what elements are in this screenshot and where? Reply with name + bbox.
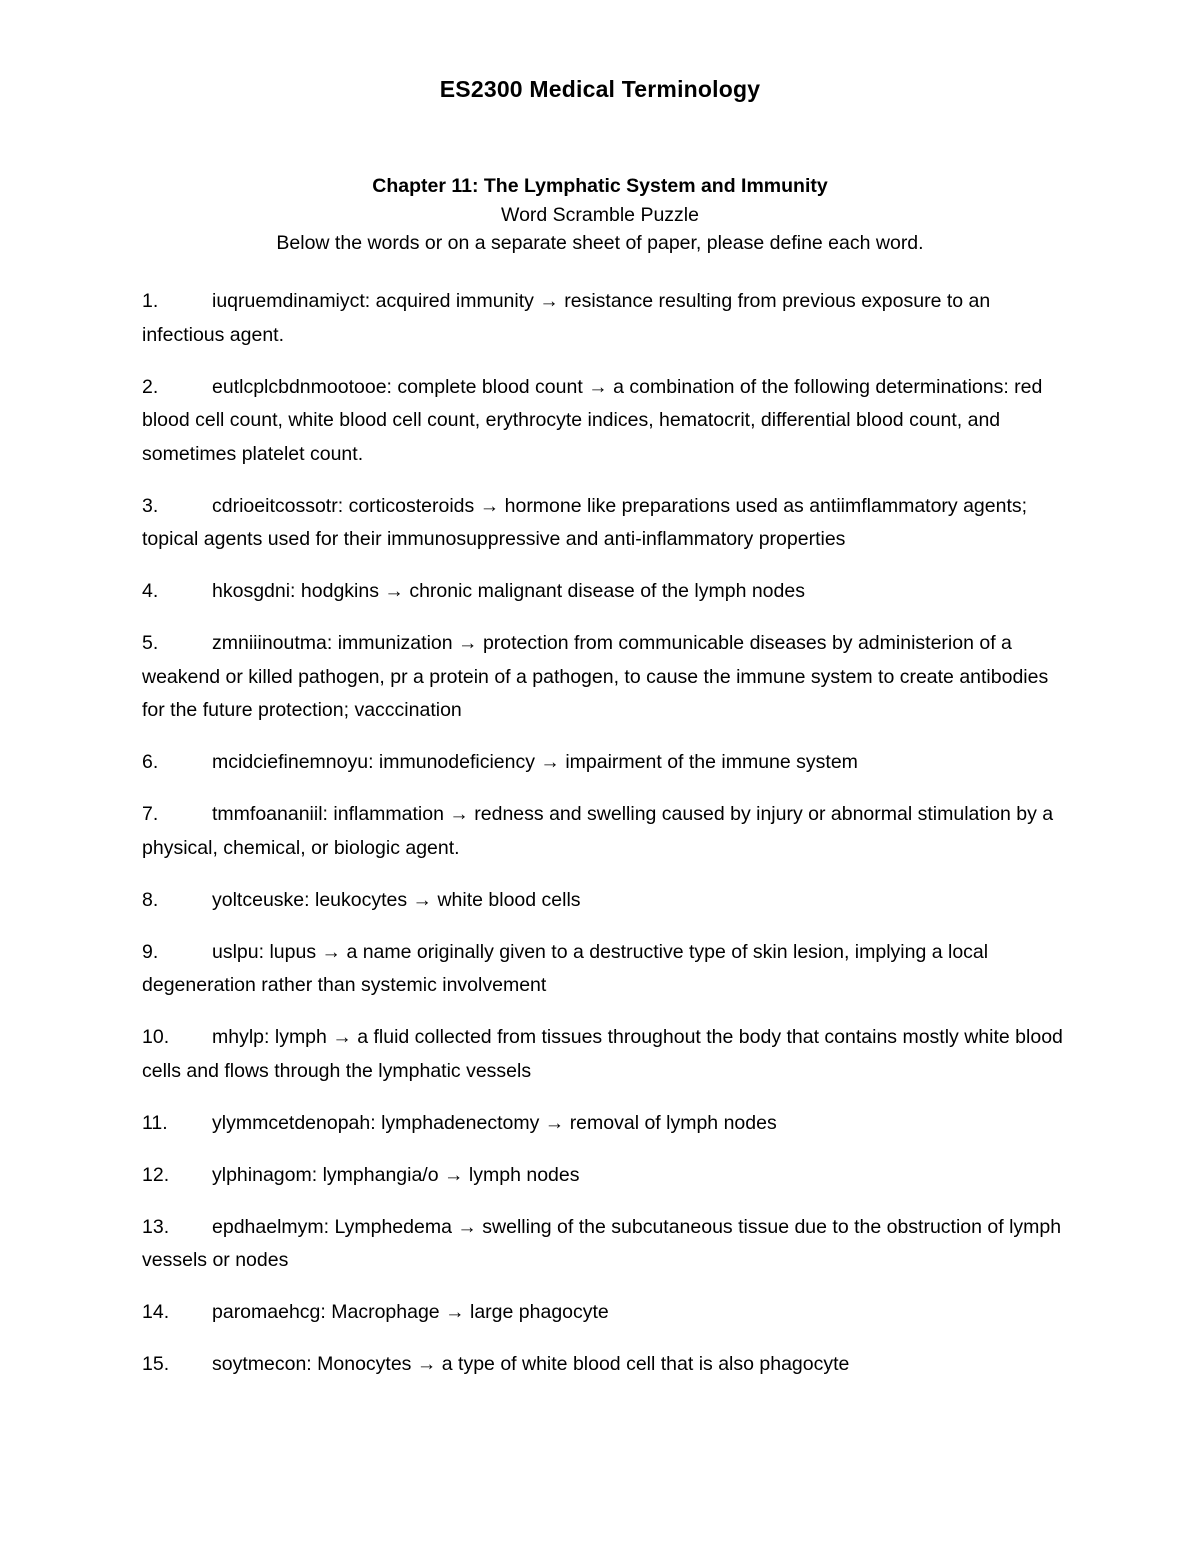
list-item (142, 1107, 1067, 1141)
answer-term: lymph (274, 1026, 327, 1048)
arrow-icon: → (416, 1353, 437, 1375)
scrambled-word: mhylp: (212, 1026, 270, 1048)
item-number: 15. (142, 1353, 170, 1375)
definition-text: redness and swelling caused by injury or abnormal stimulation by a physical, chemical, or biologic agent. (142, 803, 1054, 859)
item-number: 13. (142, 1215, 170, 1238)
chapter-header (0, 172, 1200, 258)
scrambled-word: ylymmcetdenopah: (212, 1111, 376, 1134)
list-item (142, 746, 1067, 780)
arrow-icon: → (412, 888, 433, 911)
scrambled-word: iuqruemdinamiyct: (212, 290, 371, 312)
arrow-icon: → (539, 290, 559, 312)
document-title: ES2300 Medical Terminology (439, 76, 761, 102)
scrambled-word: yoltceuske: (212, 888, 310, 911)
answer-term: corticosteroids (348, 494, 475, 517)
list-item (142, 1159, 1067, 1193)
item-number: 12. (142, 1163, 170, 1186)
arrow-icon: → (588, 375, 608, 398)
definition-text: impairment of the immune system (565, 751, 858, 773)
scrambled-word: paromaehcg: (212, 1301, 326, 1323)
list-item (142, 884, 1067, 918)
list-item (142, 371, 1067, 472)
answer-term: immunodeficiency (378, 751, 535, 773)
arrow-icon: → (444, 1163, 464, 1186)
list-item (142, 1021, 1067, 1088)
definition-text: white blood cells (437, 888, 581, 911)
answer-term: lymphangia/o (322, 1163, 439, 1186)
answer-term: leukocytes (314, 888, 408, 911)
item-number: 10. (142, 1026, 170, 1048)
puzzle-subtitle: Word Scramble Puzzle (501, 203, 699, 226)
answer-term: acquired immunity (375, 290, 534, 312)
scrambled-word: ylphinagom: (212, 1163, 318, 1186)
list-item (142, 1211, 1067, 1278)
answer-term: lymphadenectomy (381, 1111, 540, 1134)
word-scramble-list (142, 285, 1067, 1400)
definition-text: lymph nodes (468, 1163, 580, 1186)
definition-text: a fluid collected from tissues throughout the body that contains mostly white blood cells and flows through the lymphatic vessels (142, 1026, 1063, 1082)
arrow-icon: → (544, 1111, 565, 1134)
list-item (142, 936, 1067, 1003)
list-item (142, 285, 1067, 352)
definition-text: a name originally given to a destructive type of skin lesion, implying a local degeneration rather than systemic involvement (142, 940, 989, 996)
answer-term: complete blood count (397, 375, 583, 398)
list-item (142, 575, 1067, 609)
arrow-icon: → (457, 1215, 477, 1238)
answer-term: Lymphedema (334, 1215, 452, 1238)
definition-text: chronic malignant disease of the lymph nodes (409, 580, 805, 602)
arrow-icon: → (540, 751, 560, 773)
scrambled-word: eutlcplcbdnmootooe: (212, 375, 392, 398)
arrow-icon: → (332, 1026, 352, 1048)
scrambled-word: zmniiinoutma: (212, 632, 333, 654)
scrambled-word: cdrioeitcossotr: (212, 494, 344, 517)
list-item (142, 627, 1067, 728)
definition-text: a type of white blood cell that is also phagocyte (441, 1353, 850, 1375)
arrow-icon: → (449, 803, 469, 825)
definition-text: swelling of the subcutaneous tissue due to the obstruction of lymph vessels or nodes (142, 1215, 1062, 1271)
item-number: 6. (142, 751, 159, 773)
instructions-text: Below the words or on a separate sheet of paper, please define each word. (276, 232, 924, 254)
definition-text: protection from communicable diseases by administerion of a weakend or killed pathogen, pr a protein of a pathogen, to cause the immune system to create antibodies for the future protection; vacccination (142, 632, 1049, 721)
item-number: 1. (142, 290, 159, 312)
arrow-icon: → (321, 940, 342, 963)
item-number: 4. (142, 580, 159, 602)
arrow-icon: → (458, 632, 478, 654)
scrambled-word: hkosgdni: (212, 580, 296, 602)
item-number: 9. (142, 940, 159, 963)
chapter-title: Chapter 11: The Lymphatic System and Immunity (372, 175, 828, 197)
scrambled-word: epdhaelmym: (212, 1215, 330, 1238)
answer-term: immunization (337, 632, 453, 654)
definition-text: resistance resulting from previous exposure to an infectious agent. (142, 290, 991, 346)
item-number: 7. (142, 803, 159, 825)
answer-term: Macrophage (331, 1301, 440, 1323)
list-item (142, 1348, 1067, 1382)
arrow-icon: → (384, 580, 404, 602)
item-number: 8. (142, 888, 159, 911)
list-item (142, 1296, 1067, 1330)
item-number: 5. (142, 632, 159, 654)
list-item (142, 798, 1067, 865)
definition-text: a combination of the following determinations: red blood cell count, white blood cell count, erythrocyte indices, hematocrit, differential blood count, and sometimes platelet count. (142, 375, 1043, 465)
definition-text: large phagocyte (470, 1301, 609, 1323)
item-number: 11. (142, 1111, 168, 1134)
item-number: 14. (142, 1301, 170, 1323)
definition-text: hormone like preparations used as antiimflammatory agents; topical agents used for their immunosuppressive and anti-inflammatory properties (142, 494, 1028, 550)
scrambled-word: soytmecon: (212, 1353, 312, 1375)
answer-term: inflammation (333, 803, 444, 825)
item-number: 3. (142, 494, 159, 517)
answer-term: lupus (269, 940, 317, 963)
scrambled-word: uslpu: (212, 940, 265, 963)
scrambled-word: mcidciefinemnoyu: (212, 751, 374, 773)
answer-term: hodgkins (300, 580, 379, 602)
answer-term: Monocytes (317, 1353, 412, 1375)
item-number: 2. (142, 375, 159, 398)
definition-text: removal of lymph nodes (569, 1111, 777, 1134)
arrow-icon: → (479, 494, 500, 517)
list-item (142, 490, 1067, 557)
arrow-icon: → (445, 1301, 465, 1323)
scrambled-word: tmmfoananiil: (212, 803, 328, 825)
